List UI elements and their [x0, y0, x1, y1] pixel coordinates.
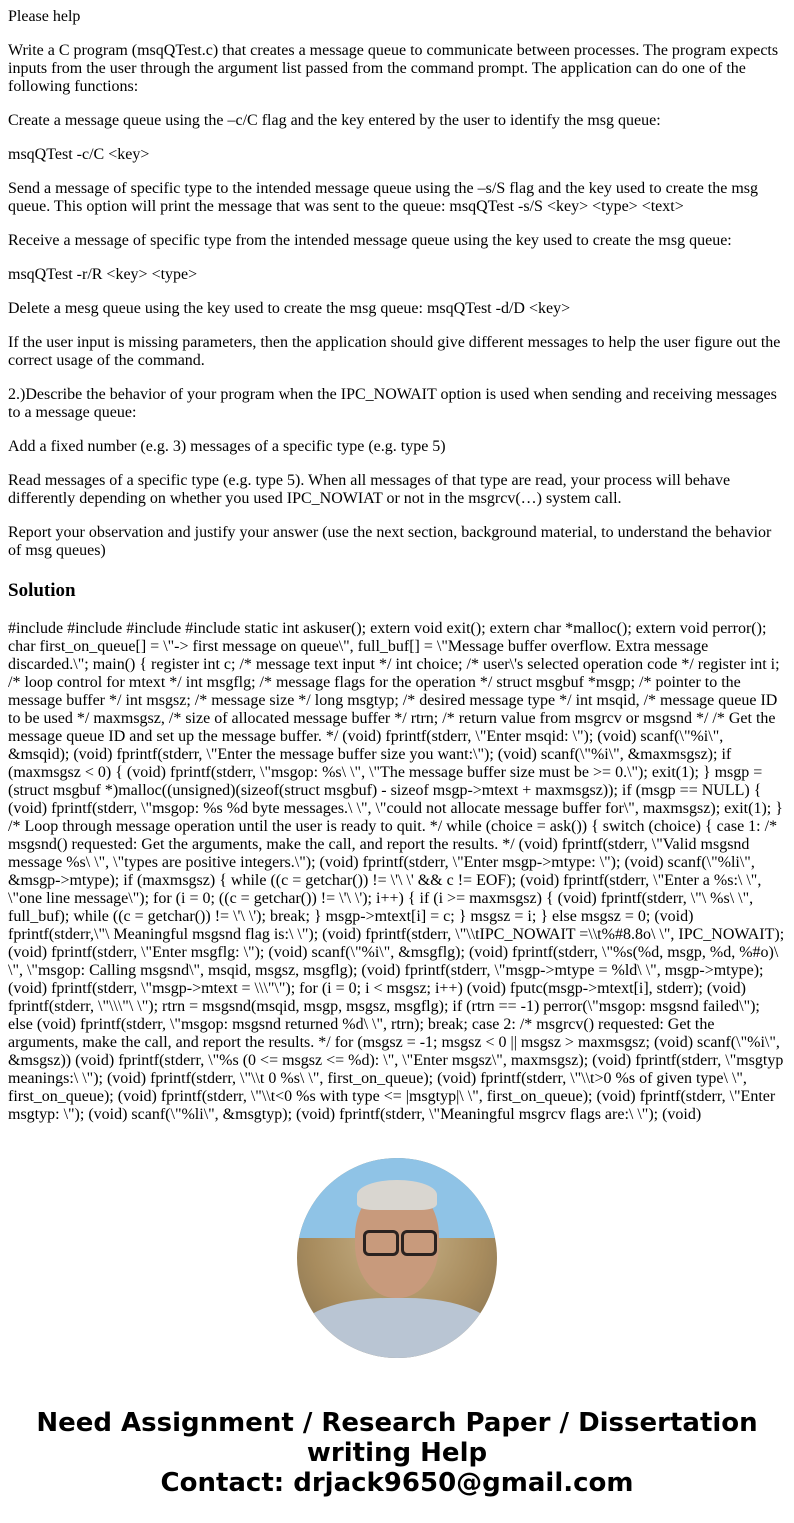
question-paragraph: Add a fixed number (e.g. 3) messages of a specific type (e.g. type 5)	[8, 438, 446, 455]
question-paragraph: Receive a message of specific type from the intended message queue using the key used to create the msg queue:	[8, 232, 732, 249]
question-paragraph: Write a C program (msqQTest.c) that creates a message queue to communicate between processes. The program expects inputs from the user through the argument list passed from the command prompt. The application can do one of the following functions:	[8, 42, 779, 95]
question-paragraph: Delete a mesg queue using the key used to create the msg queue: msqQTest -d/D <key>	[8, 300, 571, 317]
question-paragraph: If the user input is missing parameters, then the application should give different messages to help the user figure out the correct usage of the command.	[8, 334, 781, 369]
author-photo-container	[0, 1158, 794, 1358]
author-avatar	[297, 1158, 497, 1358]
question-paragraph: Send a message of specific type to the intended message queue using the –s/S flag and the key used to create the msg queue. This option will print the message that was sent to the queue: msqQTest -s/S <key> <type> <text>	[8, 180, 759, 215]
solution-heading: Solution	[8, 580, 76, 601]
contact-banner	[0, 1408, 794, 1498]
contact-email: Contact: drjack9650@gmail.com	[160, 1468, 634, 1498]
question-paragraph: Create a message queue using the –c/C flag and the key entered by the user to identify the msg queue:	[8, 112, 661, 129]
question-paragraph: Read messages of a specific type (e.g. type 5). When all messages of that type are read, your process will behave differently depending on whether you used IPC_NOWIAT or not in the msgrcv(…) system call.	[8, 472, 731, 507]
solution-code-text: #include #include #include #include static int askuser(); extern void exit(); extern char *malloc(); extern void perror(); char first_on_queue[] = \"-> first message on queue\", full_buf[] = \"Message buffer overflow. Extra message discarded.\"; main() { register int c; /* message text input */ int choice; /* user\'s selected operation code */ register int i; /* loop control for mtext */ int msgflg; /* message flags for the operation */ struct msgbuf *msgp; /* pointer to the message buffer */ int msgsz; /* message size */ long msgtyp; /* desired message type */ int msqid, /* message queue ID to be used */ maxmsgsz, /* size of allocated message buffer */ rtrn; /* return value from msgrcv or msgsnd */ /* Get the message queue ID and set up the message buffer. */ (void) fprintf(stderr, \"Enter msqid: \"); (void) scanf(\"%i\", &msqid); (void) fprintf(stderr, \"Enter the message buffer size you want:\"); (void) scanf(\"%i\", &maxmsgsz); if (maxmsgsz < 0) { (void) fprintf(stderr, \"msgop: %s\ \", \"The message buffer size must be >= 0.\"); exit(1); } msgp = (struct msgbuf *)malloc((unsigned)(sizeof(struct msgbuf) - sizeof msgp->mtext + maxmsgsz)); if (msgp == NULL) { (void) fprintf(stderr, \"msgop: %s %d byte messages.\ \", \"could not allocate message buffer for\", maxmsgsz); exit(1); } /* Loop through message operation until the user is ready to quit. */ while (choice = ask()) { switch (choice) { case 1: /* msgsnd() requested: Get the arguments, make the call, and report the results. */ (void) fprintf(stderr, \"Valid msgsnd message %s\ \", \"types are positive integers.\"); (void) fprintf(stderr, \"Enter msgp->mtype: \"); (void) scanf(\"%li\", &msgp->mtype); if (maxmsgsz) { while ((c = getchar()) != \'\ \' && c != EOF); (void) fprintf(stderr, \"Enter a %s:\ \", \"one line message\"); for (i = 0; ((c = getchar()) != \'\ \'); i++) { if (i >= maxmsgsz) { (void) fprintf(stderr, \"\ %s\ \", full_buf); while ((c = getchar()) != \'\ \'); break; } msgp->mtext[i] = c; } msgsz = i; } else msgsz = 0; (void) fprintf(stderr,\"\ Meaningful msgsnd flag is:\ \"); (void) fprintf(stderr, \"\\tIPC_NOWAIT =\\t%#8.8o\ \", IPC_NOWAIT); (void) fprintf(stderr, \"Enter msgflg: \"); (void) scanf(\"%i\", &msgflg); (void) fprintf(stderr, \"%s(%d, msgp, %d, %#o)\ \", \"msgop: Calling msgsnd\", msqid, msgsz, msgflg); (void) fprintf(stderr, \"msgp->mtype = %ld\ \", msgp->mtype); (void) fprintf(stderr, \"msgp->mtext = \\\"\"); for (i = 0; i < msgsz; i++) (void) fputc(msgp->mtext[i], stderr); (void) fprintf(stderr, \"\\\"\ \"); rtrn = msgsnd(msqid, msgp, msgsz, msgflg); if (rtrn == -1) perror(\"msgop: msgsnd failed\"); else (void) fprintf(stderr, \"msgop: msgsnd returned %d\ \", rtrn); break; case 2: /* msgrcv() requested: Get the arguments, make the call, and report the results. */ for (msgsz = -1; msgsz < 0 || msgsz > maxmsgsz; (void) scanf(\"%i\", &msgsz)) (void) fprintf(stderr, \"%s (0 <= msgsz <= %d): \", \"Enter msgsz\", maxmsgsz); (void) fprintf(stderr, \"msgtyp meanings:\ \"); (void) fprintf(stderr, \"\\t 0 %s\ \", first_on_queue); (void) fprintf(stderr, \"\\t>0 %s of given type\ \", first_on_queue); (void) fprintf(stderr, \"\\t<0 %s with type <= |msgtyp|\ \", first_on_queue); (void) fprintf(stderr, \"Enter msgtyp: \"); (void) scanf(\"%li\", &msgtyp); (void) fprintf(stderr, \"Meaningful msgrcv flags are:\ \"); (void)	[8, 620, 785, 1123]
question-paragraph: 2.)Describe the behavior of your program when the IPC_NOWAIT option is used when sending and receiving messages to a message queue:	[8, 386, 777, 421]
intro-text: Please help	[8, 8, 81, 25]
question-paragraph: msqQTest -c/C <key>	[8, 146, 150, 163]
banner-line: Need Assignment / Research Paper / Dissertation	[36, 1408, 758, 1438]
question-paragraph: Report your observation and justify your answer (use the next section, background material, to understand the behavior of msg queues)	[8, 524, 772, 559]
question-paragraph: msqQTest -r/R <key> <type>	[8, 266, 198, 283]
banner-line: writing Help	[306, 1438, 488, 1468]
